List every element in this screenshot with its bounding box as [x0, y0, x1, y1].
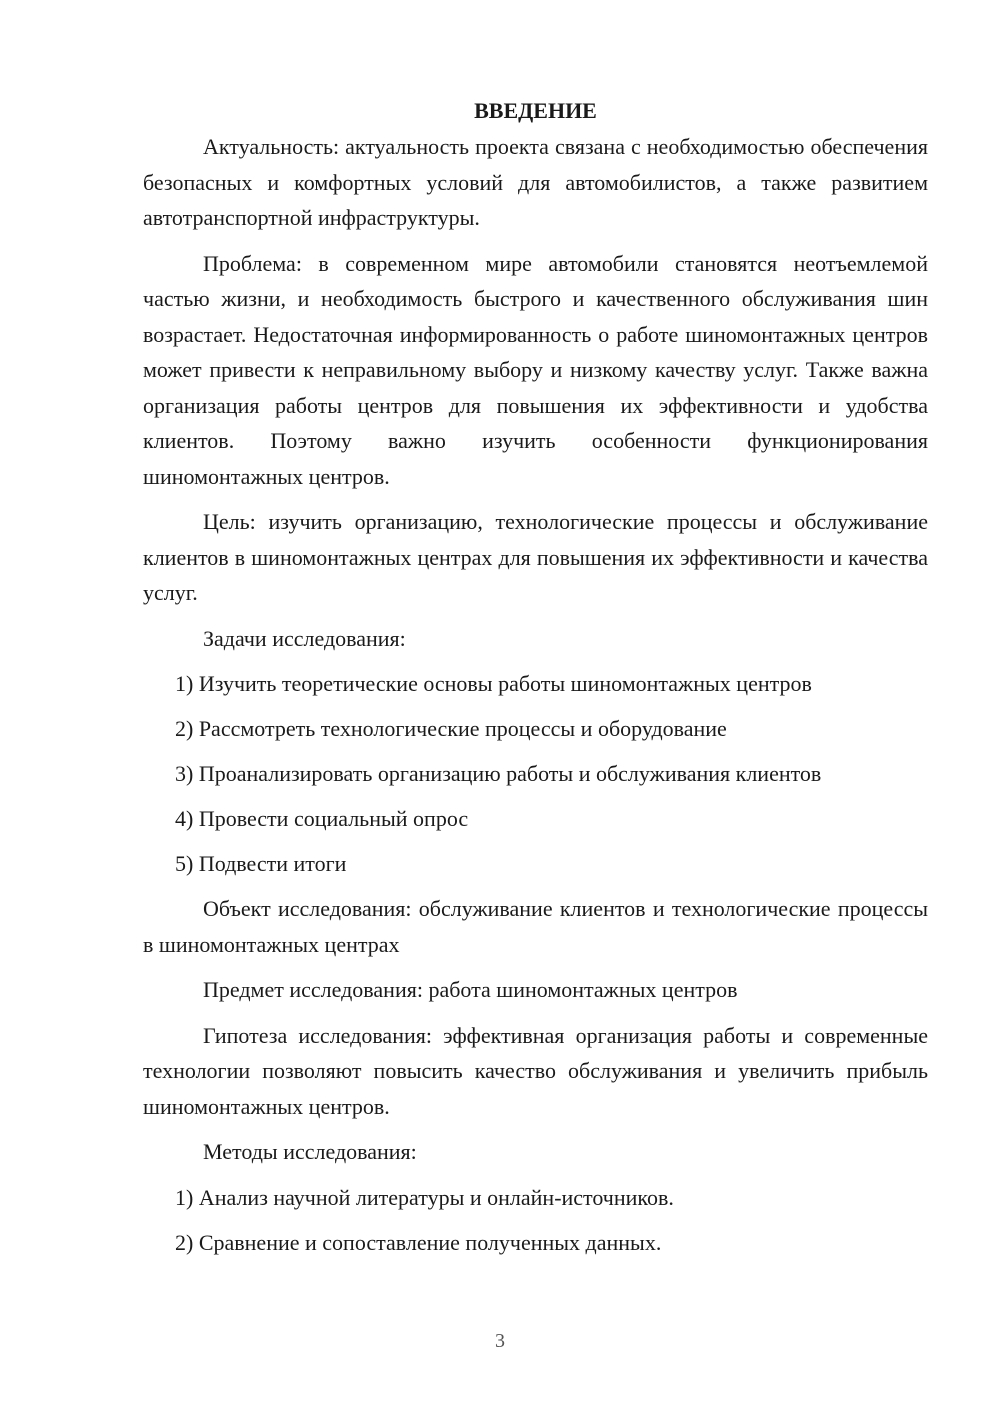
page-title: ВВЕДЕНИЕ	[474, 98, 597, 123]
relevance-paragraph: Актуальность: актуальность проекта связана с необходимостью обеспечения безопасных и комфортных условий для автомобилистов, а также развитием автотранспортной инфраструктуры.	[143, 134, 928, 230]
tasks-list	[143, 666, 928, 882]
document-page	[143, 93, 928, 1270]
problem-paragraph: Проблема: в современном мире автомобили становятся неотъемлемой частью жизни, и необходимость быстрого и качественного обслуживания шин возрастает. Недостаточная информированность о работе шиномонтажных центров может привести к неправильному выбору и низкому качеству услуг. Также важна организация работы центров для повышения их эффективности и удобства клиентов. Поэтому важно изучить особенности функционирования шиномонтажных центров.	[143, 250, 928, 489]
object-paragraph: Объект исследования: обслуживание клиентов и технологические процессы в шиномонтажных центрах	[143, 896, 928, 957]
hypothesis-paragraph: Гипотеза исследования: эффективная организация работы и современные технологии позволяют повысить качество обслуживания и увеличить прибыль шиномонтажных центров.	[143, 1022, 928, 1119]
list-item: 5) Подвести итоги	[175, 851, 347, 876]
page-number: 3	[495, 1330, 505, 1352]
list-item: 2) Сравнение и сопоставление полученных данных.	[175, 1229, 662, 1255]
list-item: 4) Провести социальный опрос	[175, 806, 469, 831]
list-item: 3) Проанализировать организацию работы и обслуживания клиентов	[175, 761, 822, 786]
list-item: 1) Анализ научной литературы и онлайн-источников.	[175, 1184, 674, 1210]
subject-paragraph: Предмет исследования: работа шиномонтажных центров	[203, 977, 738, 1002]
list-item: 1) Изучить теоретические основы работы шиномонтажных центров	[175, 671, 812, 696]
goal-paragraph: Цель: изучить организацию, технологические процессы и обслуживание клиентов в шиномонтажных центрах для повышения их эффективности и качества услуг.	[143, 509, 928, 605]
methods-list	[143, 1180, 928, 1261]
list-item: 2) Рассмотреть технологические процессы и оборудование	[175, 716, 727, 741]
methods-heading: Методы исследования:	[203, 1139, 417, 1164]
tasks-heading: Задачи исследования:	[203, 625, 406, 651]
